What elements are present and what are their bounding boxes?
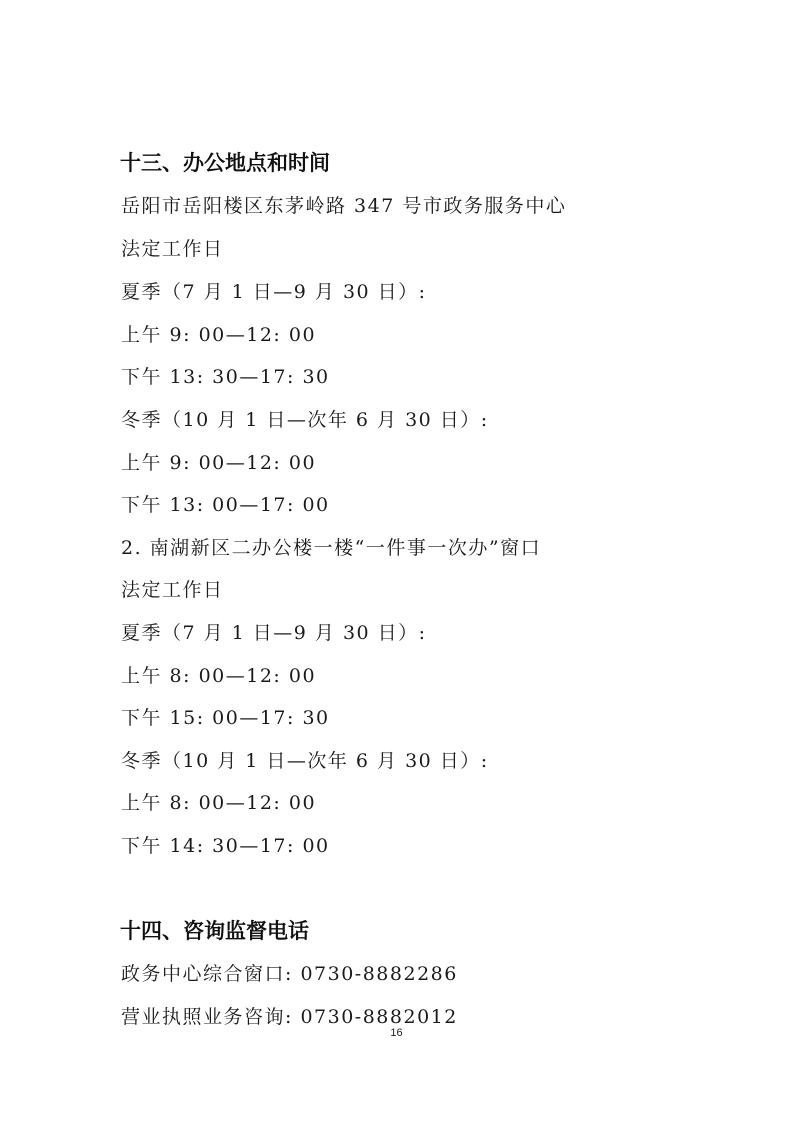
- office-address-line: 岳阳市岳阳楼区东茅岭路 347 号市政务服务中心: [121, 195, 567, 217]
- summer-period-label-2: 夏季（7 月 1 日—9 月 30 日）:: [121, 622, 427, 644]
- winter-morning-hours: 上午 9: 00—12: 00: [121, 452, 317, 474]
- summer-afternoon-hours-2: 下午 15: 00—17: 30: [121, 707, 330, 729]
- business-license-phone: 营业执照业务咨询: 0730-8882012: [121, 1006, 458, 1028]
- summer-morning-hours: 上午 9: 00—12: 00: [121, 324, 317, 346]
- workday-label-2: 法定工作日: [121, 579, 224, 601]
- winter-afternoon-hours: 下午 13: 00—17: 00: [121, 494, 330, 516]
- service-center-phone: 政务中心综合窗口: 0730-8882286: [121, 963, 458, 985]
- winter-morning-hours-2: 上午 8: 00—12: 00: [121, 792, 317, 814]
- section-13-heading: 十三、办公地点和时间: [120, 151, 330, 175]
- winter-period-label-2: 冬季（10 月 1 日—次年 6 月 30 日）:: [121, 750, 489, 772]
- section-14-heading: 十四、咨询监督电话: [120, 919, 309, 943]
- nanhu-office-line: 2. 南湖新区二办公楼一楼“一件事一次办”窗口: [121, 537, 542, 559]
- summer-period-label: 夏季（7 月 1 日—9 月 30 日）:: [121, 281, 427, 303]
- winter-afternoon-hours-2: 下午 14: 30—17: 00: [121, 835, 330, 857]
- summer-afternoon-hours: 下午 13: 30—17: 30: [121, 366, 330, 388]
- workday-label: 法定工作日: [121, 238, 224, 260]
- page-number: 16: [390, 1027, 403, 1039]
- winter-period-label: 冬季（10 月 1 日—次年 6 月 30 日）:: [121, 409, 489, 431]
- summer-morning-hours-2: 上午 8: 00—12: 00: [121, 665, 317, 687]
